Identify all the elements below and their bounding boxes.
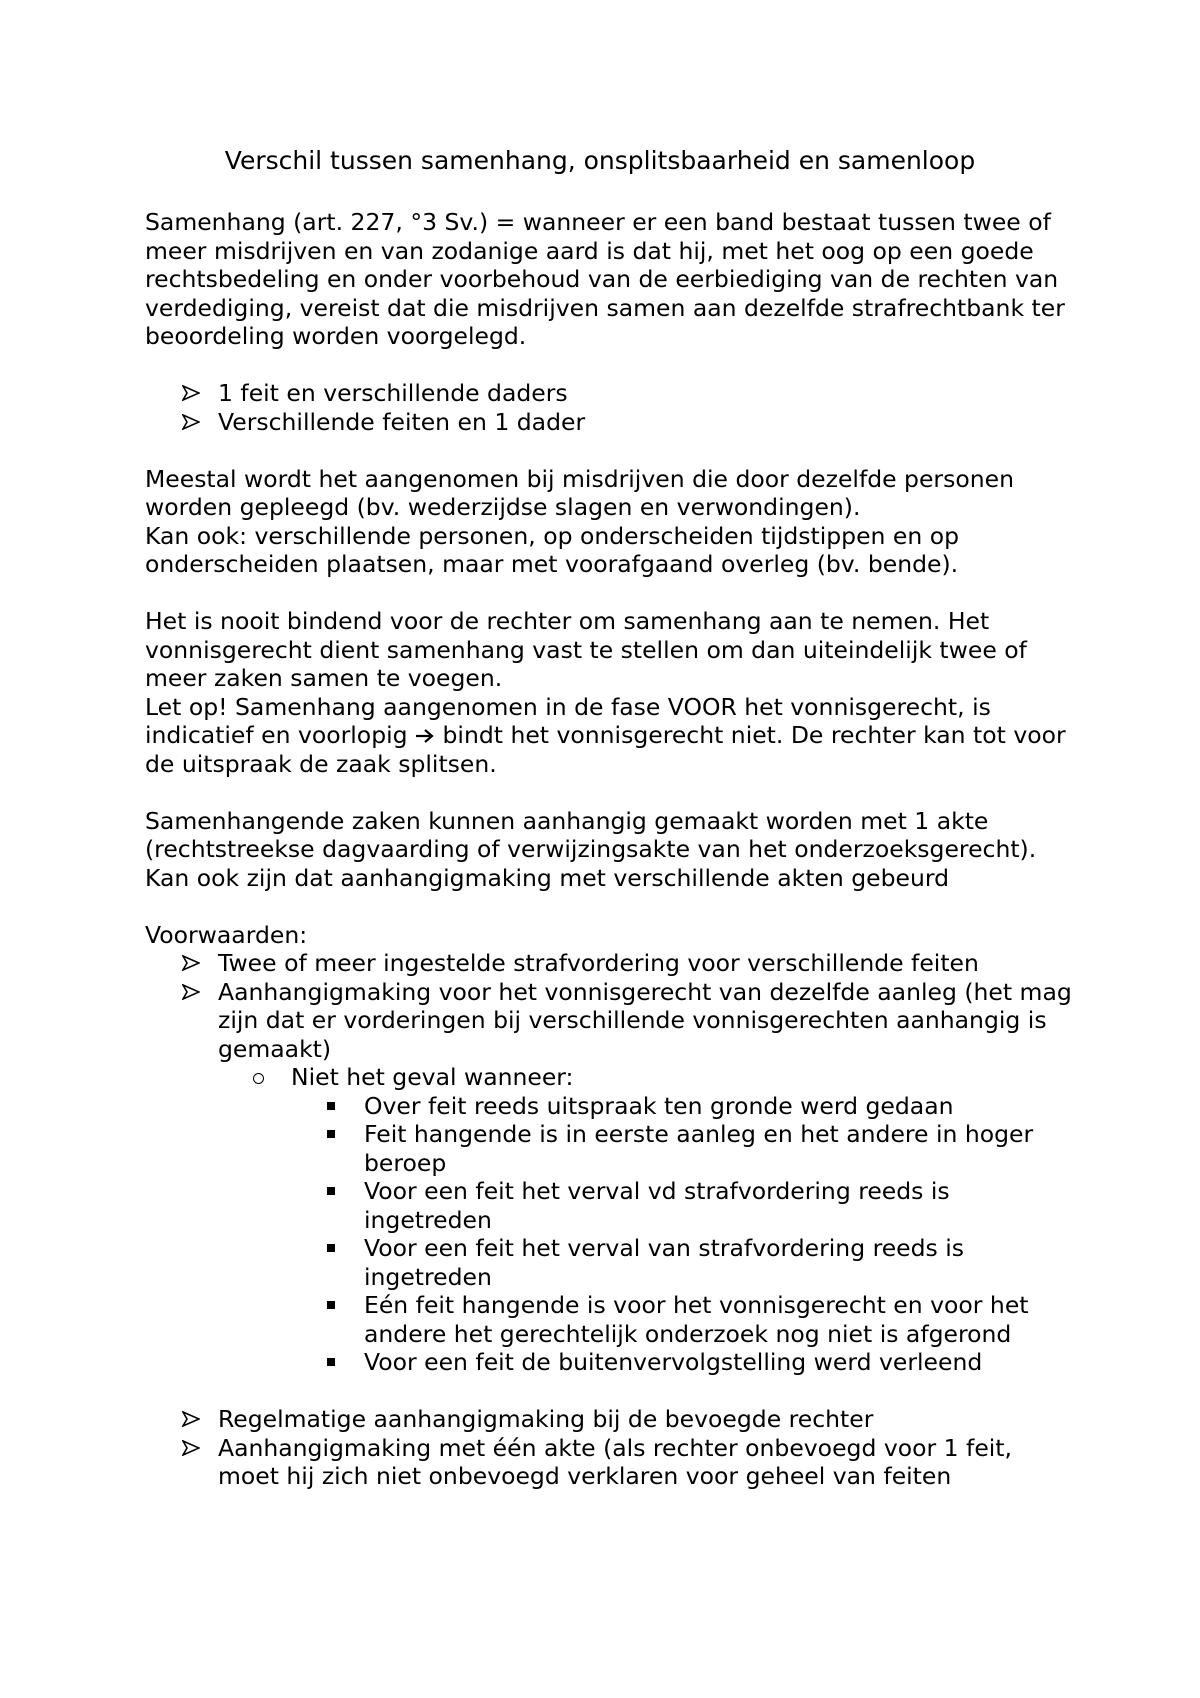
list-item-type-2 <box>145 408 1075 437</box>
condition-item-1 <box>145 949 1075 978</box>
list-item-text: Aanhangigmaking met één akte (als rechter onbevoegd voor 1 feit, moet hij zich niet onbevoegd verklaren voor geheel van feiten <box>218 1433 1012 1490</box>
list-item-type-1 <box>145 379 1075 408</box>
list-item-text: Twee of meer ingestelde strafvordering voor verschillende feiten <box>218 949 979 977</box>
binding-text-before: Let op! Samenhang aangenomen in de fase VOOR het vonnisgerecht, is indicatief en voorlopig <box>145 692 991 749</box>
spacer <box>145 436 1075 465</box>
list-item-text: Voor een feit de buitenvervolgstelling werd verleend <box>364 1348 983 1376</box>
list-item-text: Voor een feit het verval van strafvordering reeds is ingetreden <box>364 1234 965 1291</box>
exception-item <box>145 1092 1075 1121</box>
usage-paragraph-2: Kan ook: verschillende personen, op onderscheiden tijdstippen en op onderscheiden plaatsen, maar met voorafgaand overleg (bv. bende). <box>145 521 960 578</box>
binding-paragraph-2 <box>145 693 1075 779</box>
binding-paragraph-1: Het is nooit bindend voor de rechter om samenhang aan te nemen. Het vonnisgerecht dient samenhang vast te stellen om dan uiteindelijk twee of meer zaken samen te voegen. <box>145 607 1027 692</box>
page-title: Verschil tussen samenhang, onsplitsbaarheid en samenloop <box>224 146 976 175</box>
list-item-text: Niet het geval wanneer: <box>291 1063 574 1091</box>
list-item-text: Over feit reeds uitspraak ten gronde werd gedaan <box>364 1091 954 1120</box>
right-arrow-icon <box>415 728 435 744</box>
condition-item-2 <box>145 978 1075 1064</box>
filing-paragraph: Samenhangende zaken kunnen aanhangig gemaakt worden met 1 akte (rechtstreekse dagvaarding of verwijzingsakte van het onderzoeksgerecht). Kan ook zijn dat aanhangigmaking met verschillende akten gebeurd <box>145 806 1037 892</box>
exception-item <box>145 1177 1075 1234</box>
conditions-heading: Voorwaarden: <box>145 920 308 949</box>
list-item-text: Voor een feit het verval vd strafvordering reeds is ingetreden <box>364 1177 950 1234</box>
spacer <box>145 1377 1075 1406</box>
binding-text-after: bindt het vonnisgerecht niet. De rechter kan tot voor de uitspraak de zaak splitsen. <box>145 721 1066 778</box>
usage-paragraph-1: Meestal wordt het aangenomen bij misdrijven die door dezelfde personen worden gepleegd (bv. wederzijdse slagen en verwondingen). <box>145 464 1014 521</box>
spacer <box>145 778 1075 807</box>
list-item-text: Feit hangende is in eerste aanleg en het andere in hoger beroep <box>364 1120 1034 1177</box>
list-item-text: Aanhangigmaking voor het vonnisgerecht van dezelfde aanleg (het mag zijn dat er vorderingen bij verschillende vonnisgerechten aanhangig is gemaakt) <box>218 977 1072 1063</box>
exception-item <box>145 1234 1075 1291</box>
exception-item <box>145 1291 1075 1348</box>
spacer <box>145 579 1075 608</box>
spacer <box>145 892 1075 921</box>
exception-item <box>145 1120 1075 1177</box>
spacer <box>145 351 1075 380</box>
condition-item-4 <box>145 1434 1075 1491</box>
exception-item <box>145 1348 1075 1377</box>
list-item-text: Verschillende feiten en 1 dader <box>218 407 586 436</box>
list-item-text: 1 feit en verschillende daders <box>218 379 568 407</box>
list-item-text: Eén feit hangende is voor het vonnisgerecht en voor het andere het gerechtelijk onderzoek nog niet is afgerond <box>364 1291 1029 1348</box>
definition-paragraph: Samenhang (art. 227, °3 Sv.) = wanneer er een band bestaat tussen twee of meer misdrijven en van zodanige aard is dat hij, met het oog op een goede rechtsbedeling en onder voorbehoud van de eerbiediging van de rechten van verdediging, vereist dat die misdrijven samen aan dezelfde strafrechtbank ter beoordeling worden voorgelegd. <box>145 208 1065 350</box>
document-body <box>145 208 1075 1491</box>
condition-item-3 <box>145 1405 1075 1434</box>
list-item-text: Regelmatige aanhangigmaking bij de bevoegde rechter <box>218 1405 874 1433</box>
sub-heading-item <box>145 1063 1075 1092</box>
